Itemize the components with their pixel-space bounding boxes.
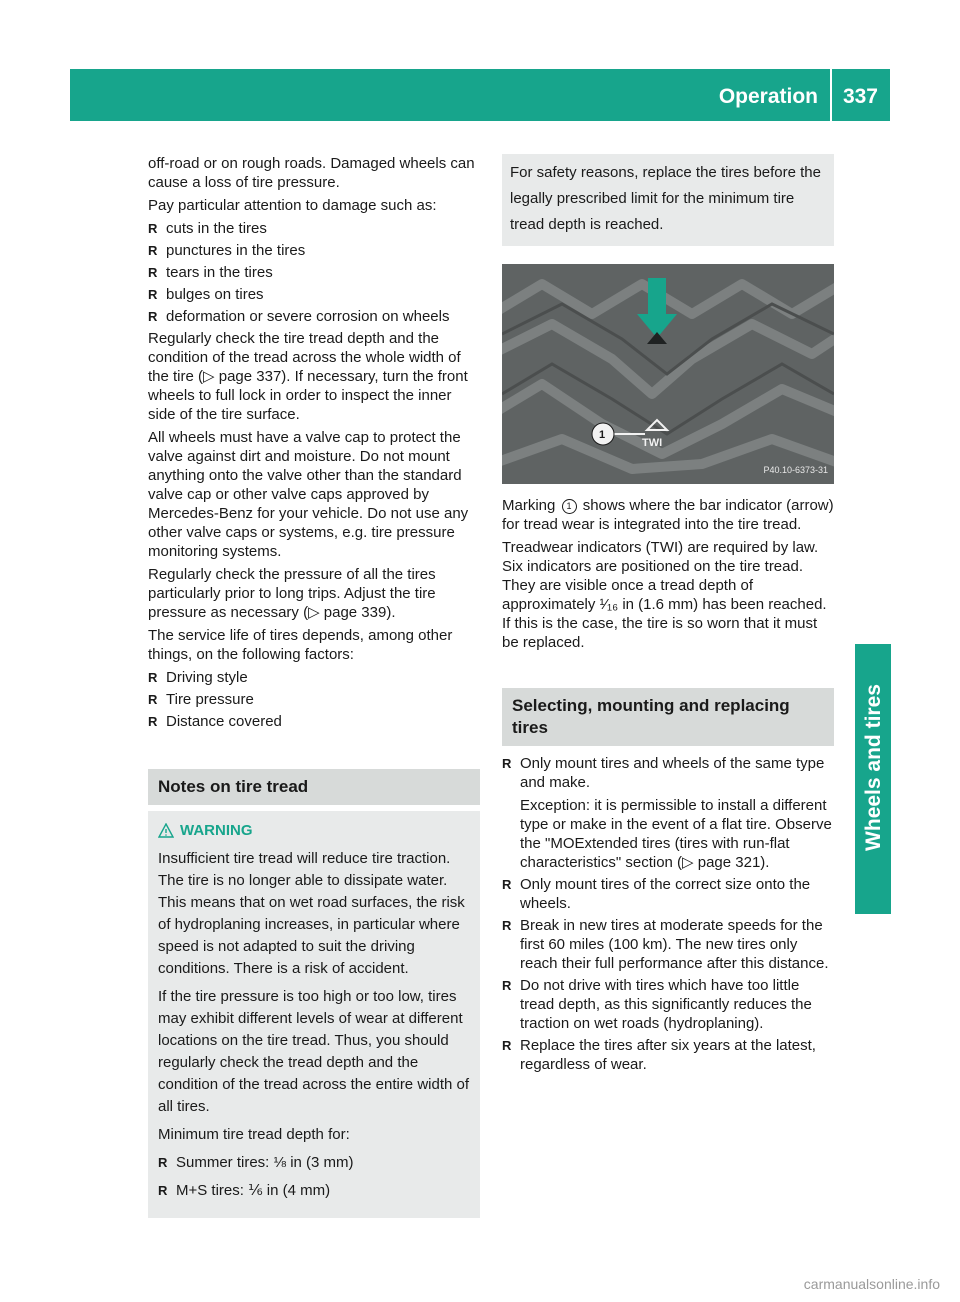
list-item: R bulges on tires	[148, 285, 480, 304]
paragraph: off-road or on rough roads. Damaged wheels can cause a loss of tire pressure.	[148, 155, 475, 191]
list-item: R tears in the tires	[148, 263, 480, 282]
side-tab-label-wrap	[855, 644, 891, 890]
paragraph: Treadwear indicators (TWI) are required by law. Six indicators are positioned on the tire tread. They are visible once a tread depth of approximately ¹⁄₁₆ in (1.6 mm) has been reached. If this is the case, the tire is so worn that it must be replaced.	[502, 539, 827, 651]
figure-marker: 1	[599, 429, 606, 441]
list-item: R Only mount tires of the correct size onto the wheels.	[502, 875, 834, 913]
paragraph: Regularly check the tire tread depth and the condition of the tread across the whole width of the tire (▷ page 337). If necessary, turn the front wheels to full lock in order to inspect the inner side of the tire surface.	[148, 330, 468, 423]
tire-tread-figure	[502, 264, 834, 484]
section-heading: Selecting, mounting and replacing tires	[502, 688, 834, 746]
figure-code: P40.10-6373-31	[763, 465, 828, 475]
page-number: 337	[842, 85, 878, 108]
list-item: R deformation or severe corrosion on wheels	[148, 307, 480, 326]
list-item	[502, 754, 834, 872]
side-tab-label: Wheels and tires	[861, 683, 885, 851]
warning-icon	[158, 823, 174, 839]
list-item-subtext: Exception: it is permissible to install a different type or make in the event of a flat tire. Observe the "MOExtended tires (tires with run-flat characteristics" section (▷ page 321).	[520, 797, 832, 871]
factors-list	[148, 668, 480, 731]
marking-paragraph	[502, 496, 834, 534]
left-column	[148, 154, 480, 1218]
paragraph: Pay particular attention to damage such as:	[148, 197, 437, 214]
list-item: R Tire pressure	[148, 690, 480, 709]
list-item: R Replace the tires after six years at the latest, regardless of wear.	[502, 1036, 834, 1074]
section-title: Operation	[718, 85, 818, 108]
list-item: R M+S tires: ⅙ in (4 mm)	[158, 1180, 470, 1202]
tire-tread-illustration	[502, 264, 834, 484]
footer-watermark: carmanualsonline.info	[803, 1276, 940, 1292]
warning-paragraph: If the tire pressure is too high or too low, tires may exhibit different levels of wear at different locations on the tire tread. Thus, you should regularly check the tread depth and the condition of the tread across the entire width of all tires.	[158, 988, 470, 1115]
list-item: R Break in new tires at moderate speeds for the first 60 miles (100 km). The new tires only reach their full performance after this distance.	[502, 916, 834, 973]
info-box: For safety reasons, replace the tires before the legally prescribed limit for the minimum tire tread depth is reached.	[502, 154, 834, 246]
right-column	[502, 154, 834, 1077]
warning-title	[158, 821, 470, 840]
marking-text: Marking	[502, 497, 556, 514]
damage-list	[148, 219, 480, 326]
list-item: R cuts in the tires	[148, 219, 480, 238]
paragraph: Regularly check the pressure of all the tires particularly prior to long trips. Adjust the tire pressure as necessary (▷ page 339).	[148, 566, 436, 621]
tread-depth-list	[158, 1152, 470, 1202]
paragraph: The service life of tires depends, among other things, on the following factors:	[148, 627, 453, 663]
marker-1-icon: 1	[562, 499, 577, 514]
list-item: R Driving style	[148, 668, 480, 687]
warning-label: WARNING	[180, 822, 253, 839]
selection-list	[502, 754, 834, 1074]
paragraph: All wheels must have a valve cap to protect the valve against dirt and moisture. Do not mount anything onto the valve other than the standard valve cap or other valve caps approved by Mercedes-Benz for your vehicle. Do not use any other valve caps or systems, e.g. tire pressure monitoring systems.	[148, 429, 469, 560]
warning-paragraph: Minimum tire tread depth for:	[158, 1126, 350, 1143]
list-item-text: R Only mount tires and wheels of the same type and make.	[520, 755, 825, 791]
list-item: R Distance covered	[148, 712, 480, 731]
marking-text: shows where the bar indicator (arrow) for tread wear is integrated into the tire tread.	[502, 497, 834, 533]
warning-paragraph: Insufficient tire tread will reduce tire traction. The tire is no longer able to dissipate water. This means that on wet road surfaces, the risk of hydroplaning increases, in particular where speed is not adapted to suit the driving conditions. There is a risk of accident.	[158, 850, 465, 977]
section-heading: Notes on tire tread	[148, 769, 480, 805]
list-item: R punctures in the tires	[148, 241, 480, 260]
side-tab-marker	[855, 884, 891, 914]
twi-label: TWI	[642, 437, 663, 449]
list-item: R Summer tires: ⅛ in (3 mm)	[158, 1152, 470, 1174]
header-bar	[70, 69, 890, 121]
warning-box	[148, 811, 480, 1218]
header-divider	[830, 69, 832, 121]
list-item: R Do not drive with tires which have too little tread depth, as this significantly reduces the traction on wet roads (hydroplaning).	[502, 976, 834, 1033]
